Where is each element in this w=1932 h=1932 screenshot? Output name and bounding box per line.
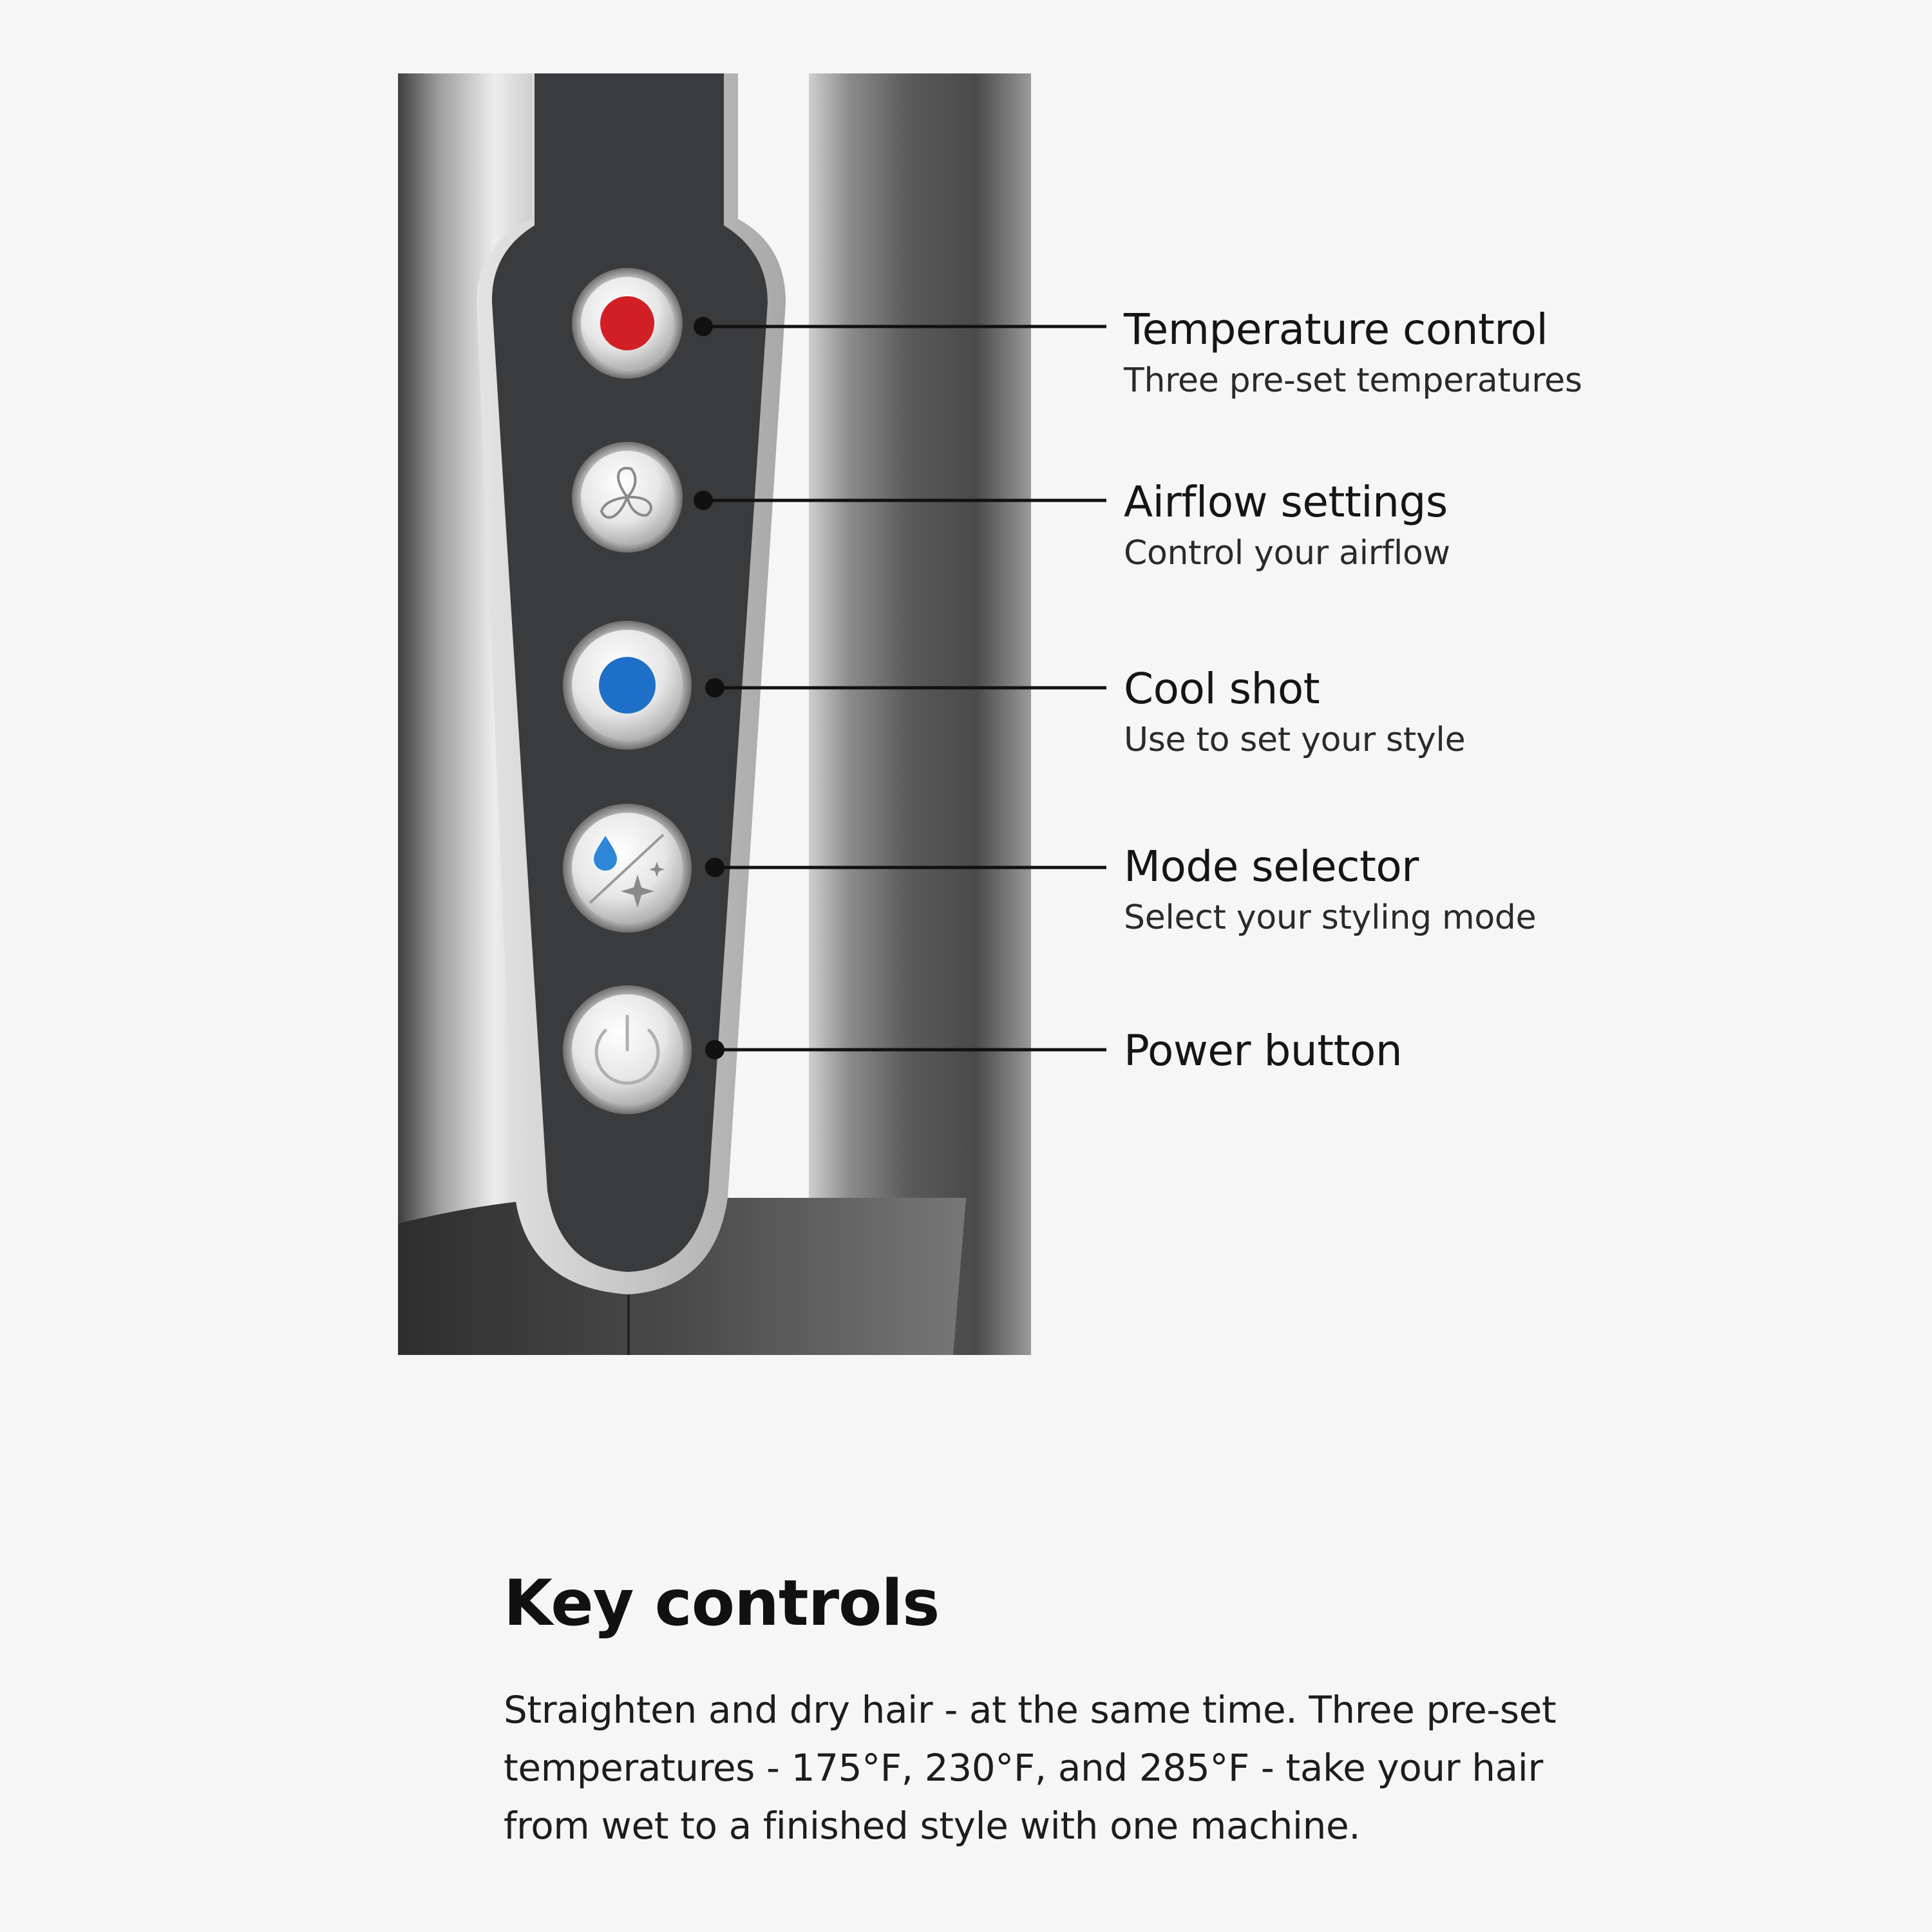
device-right-bar: [809, 73, 1031, 1355]
leader-dot-airflow: [694, 491, 713, 510]
leader-dot-cool: [705, 678, 724, 697]
cool-shot-button[interactable]: [563, 621, 692, 750]
leader-dot-temperature: [694, 317, 713, 336]
temperature-control-button[interactable]: [572, 268, 683, 379]
leader-dot-power: [705, 1040, 724, 1059]
callout-subtitle: Select your styling mode: [1124, 898, 1537, 937]
callout-temperature-control: [1124, 304, 1582, 402]
callout-subtitle: Three pre-set temperatures: [1124, 361, 1582, 400]
callout-title: Airflow settings: [1124, 477, 1448, 527]
callout-title: Mode selector: [1124, 842, 1419, 891]
callout-airflow-settings: [1124, 477, 1450, 574]
section-heading: Key controls: [504, 1567, 940, 1640]
callout-subtitle: Use to set your style: [1124, 721, 1466, 759]
red-dot-icon: [600, 296, 654, 350]
callout-title: Power button: [1124, 1026, 1403, 1075]
power-button[interactable]: [563, 985, 692, 1114]
airflow-settings-button[interactable]: [572, 442, 683, 553]
callout-cool-shot: [1124, 663, 1465, 761]
mode-selector-button[interactable]: [563, 804, 692, 933]
callout-mode-selector: [1124, 841, 1536, 939]
leader-dot-mode: [705, 858, 724, 877]
callout-subtitle: Control your airflow: [1124, 534, 1450, 573]
section-body: Straighten and dry hair - at the same time. Three pre-set temperatures - 175°F, 230°F, and 285°F - take your hair from wet to a finished style with one machine.: [504, 1688, 1557, 1848]
blue-dot-icon: [599, 657, 656, 714]
callout-title: Temperature control: [1124, 305, 1548, 354]
callout-title: Cool shot: [1124, 664, 1320, 714]
callout-power-button: [1124, 1025, 1402, 1077]
